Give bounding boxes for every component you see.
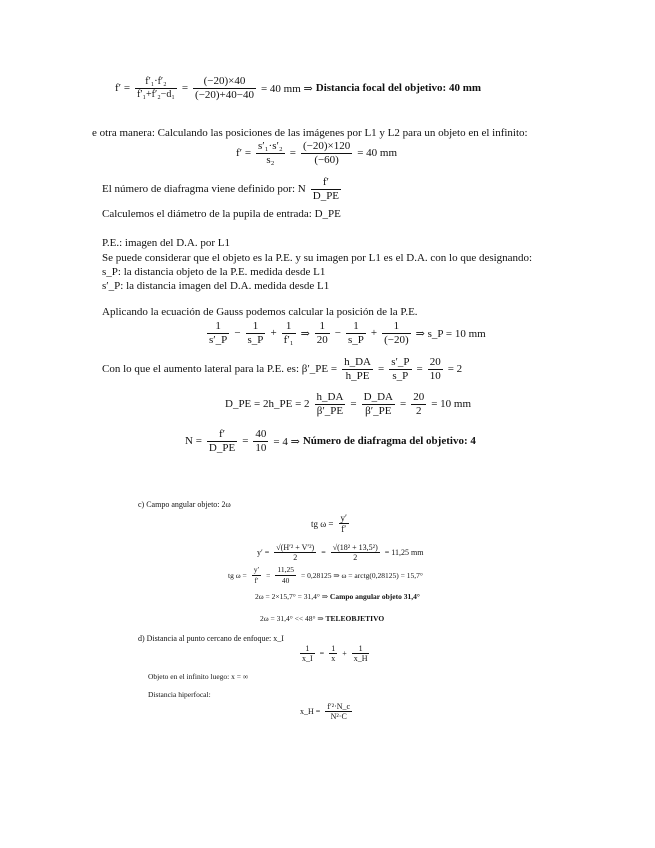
dpe-eq-sign-1: = (350, 398, 357, 411)
xh-den: N²·C (330, 712, 347, 722)
tgw-frac2 (275, 566, 296, 585)
sp-line: s_P: la distancia objeto de la P.E. medida desde L1 (102, 266, 326, 278)
focal2-frac1-num: s′₁·s′₂ (258, 140, 283, 152)
gauss-frac2 (246, 320, 266, 347)
np-d3: x_H (353, 654, 368, 664)
n-n2: 40 (255, 428, 267, 440)
focal2-frac2-num: (−20)×120 (302, 140, 351, 152)
fnumber-num: f′ (311, 176, 341, 190)
intro-line: e otra manera: Calculando las posiciones de las imágenes por L1 y L2 para un objeto en el infinito: (92, 127, 528, 139)
focal2-result: = 40 mm (357, 147, 398, 160)
tg-equation (311, 513, 351, 535)
n-n1: f′ (207, 428, 237, 442)
tgw-n2: 11,25 (277, 565, 294, 574)
focal2-frac2 (301, 140, 352, 167)
np-eq-sign: = (319, 649, 325, 659)
n-frac1 (207, 428, 237, 455)
dpe-frac3 (411, 391, 426, 418)
focal-frac1 (135, 76, 177, 101)
dpe-d2: β′_PE (365, 404, 392, 417)
dpe-eq-sign-2: = (399, 398, 407, 411)
near-point-equation (298, 644, 371, 664)
mag-n3: 20 (429, 356, 441, 368)
focal-lhs: f′ = (115, 82, 131, 95)
y-n1: √(H′² + V′²) (276, 543, 315, 552)
np-frac2 (329, 644, 337, 664)
mag-eq-sign-1: = (377, 363, 385, 376)
dpe-equation (225, 391, 471, 418)
gauss-f2: 1 (246, 320, 266, 334)
tele-text: 2ω = 31,4° << 48° ⇒ (260, 614, 324, 623)
mag-d3: 10 (429, 369, 441, 382)
mag-d1: h_PE (345, 369, 370, 382)
gauss-frac1 (207, 320, 229, 347)
dpe-n2: D_DA (363, 391, 393, 403)
gauss-f5: 1 (346, 320, 366, 334)
gauss-frac3 (282, 320, 296, 347)
y-lhs: y′ = (257, 548, 270, 558)
spp-line: s′_P: la distancia imagen del D.A. medida desde L1 (102, 280, 330, 292)
angular-field-heading: c) Campo angular objeto: 2ω (138, 500, 231, 509)
dpe-d1: β′_PE (316, 404, 344, 417)
focal-conclusion: Distancia focal del objetivo: 40 mm (315, 82, 482, 95)
n-eq-sign: = (242, 435, 249, 448)
gauss-d5: s_P (348, 333, 364, 346)
focal-equation (115, 75, 481, 102)
tg-frac (339, 513, 349, 535)
tg-lhs: tg ω = (311, 519, 334, 530)
gauss-equation (205, 320, 486, 347)
gauss-f4: 1 (315, 320, 330, 334)
magnification-equation (102, 356, 462, 383)
tgw-d1: f′ (254, 575, 259, 585)
y-frac2 (331, 543, 380, 563)
np-n2: 1 (331, 644, 336, 653)
gauss-frac5 (346, 320, 366, 347)
mag-text: Con lo que el aumento lateral para la P.E. es: β′_PE = (102, 363, 338, 376)
focal-frac2-den: (−20)+40−40 (195, 88, 254, 101)
gauss-d6: (−20) (384, 333, 409, 346)
dpe-d3: 2 (415, 404, 422, 417)
n-frac2 (253, 428, 268, 455)
mag-n2: s′_P (391, 356, 410, 368)
tgw-tail: = 0,28125 ⇒ ω = arctg(0,28125) = 15,7° (300, 570, 423, 580)
infinity-line: Objeto en el infinito luego: x = ∞ (148, 672, 249, 681)
n-d1: D_PE (208, 441, 236, 454)
fnumber-result (185, 428, 476, 455)
mag-n1: h_DA (344, 356, 371, 368)
teleobjetivo-line (260, 614, 384, 623)
tele-conclusion: TELEOBJETIVO (325, 614, 385, 623)
focal2-eq-sign: = (289, 147, 296, 160)
n-conclusion: Número de diafragma del objetivo: 4 (302, 435, 476, 448)
np-frac1 (300, 644, 315, 664)
tgw-frac1 (252, 566, 261, 585)
consider-line: Se puede considerar que el objeto es la P.E. y su imagen por L1 es el D.A. con lo que designando: (102, 252, 533, 264)
dpe-frac1 (315, 391, 346, 418)
pupil-line: Calculemos el diámetro de la pupila de entrada: D_PE (102, 208, 341, 220)
gauss-arrow1: ⇒ (300, 327, 310, 340)
tgw-eq-sign: = (266, 570, 271, 580)
gauss-f1: 1 (207, 320, 229, 334)
focal-frac1-den: f′₁+f′₂−d₁ (137, 88, 175, 100)
near-point-heading: d) Distancia al punto cercano de enfoque: x_I (138, 634, 284, 643)
tgw-n1: y′ (253, 565, 260, 574)
focal-result: = 40 mm ⇒ (260, 82, 313, 95)
image-height-equation (257, 543, 423, 563)
gauss-line: Aplicando la ecuación de Gauss podemos calcular la posición de la P.E. (102, 306, 418, 318)
np-d1: x_I (302, 654, 313, 664)
gauss-plus2: + (370, 327, 378, 340)
y-frac1 (274, 543, 316, 563)
np-n3: 1 (352, 644, 370, 654)
tgw-lhs: tg ω = (228, 570, 247, 580)
np-plus: + (342, 649, 347, 659)
n-d2: 10 (255, 441, 267, 454)
mag-d2: s_P (392, 369, 409, 382)
gauss-frac6 (382, 320, 411, 347)
n-lhs: N = (185, 435, 202, 448)
xh-frac (325, 702, 352, 722)
np-d2: x (331, 654, 336, 664)
dpe-frac2 (362, 391, 395, 418)
two-w-text: 2ω = 2×15,7° = 31,4° ⇒ (255, 592, 329, 601)
fnumber-text: El número de diafragma viene definido por: N (102, 183, 306, 196)
mag-frac3 (428, 356, 443, 383)
y-d1: 2 (293, 553, 298, 563)
mag-frac2 (389, 356, 411, 383)
gauss-f3: 1 (282, 320, 296, 334)
gauss-d2: s_P (247, 333, 264, 346)
tgw-d2: 40 (281, 575, 290, 585)
mag-eq-sign-2: = (416, 363, 423, 376)
xh-lhs: x_H = (300, 707, 321, 717)
hyperfocal-label: Distancia hiperfocal: (148, 690, 211, 699)
focal2-frac1-den: s₂ (266, 153, 275, 166)
y-n2: √(18² + 13,5²) (332, 543, 378, 552)
fnumber-frac (311, 176, 341, 203)
gauss-minus1: − (234, 327, 241, 340)
two-w-conclusion: Campo angular objeto 31,4° (329, 592, 420, 601)
focal2-lhs: f′ = (236, 147, 252, 160)
y-d2: 2 (353, 553, 358, 563)
gauss-frac4 (315, 320, 330, 347)
focal-frac2 (193, 75, 256, 102)
mag-tail: = 2 (447, 363, 463, 376)
gauss-d3: f′₁ (283, 333, 294, 346)
dpe-n3: 20 (413, 391, 425, 403)
y-tail: = 11,25 mm (384, 548, 424, 558)
gauss-d1: s′_P (209, 333, 228, 346)
dpe-n1: h_DA (316, 391, 344, 403)
xh-num: f′²·N_c (327, 702, 351, 711)
gauss-tail: ⇒ s_P = 10 mm (415, 327, 486, 340)
focal-eq-sign: = (181, 82, 189, 95)
focal-frac1-num: f′₁·f′₂ (135, 76, 177, 89)
gauss-f6: 1 (382, 320, 411, 334)
fnumber-definition (102, 176, 343, 203)
np-frac3 (352, 644, 370, 664)
pe-line: P.E.: imagen del D.A. por L1 (102, 237, 231, 249)
hyperfocal-equation (300, 702, 354, 722)
tg-num: y′ (340, 513, 347, 523)
focal2-frac1 (256, 140, 285, 167)
focal-equation-2 (236, 140, 397, 167)
np-n1: 1 (300, 644, 315, 654)
n-tail: = 4 ⇒ (273, 435, 300, 448)
tg-omega-equation (228, 566, 423, 585)
gauss-minus2: − (334, 327, 341, 340)
gauss-plus1: + (270, 327, 277, 340)
focal2-frac2-den: (−60) (314, 153, 339, 166)
two-omega-line (255, 592, 420, 601)
fnumber-den: D_PE (312, 189, 340, 202)
focal-frac2-num: (−20)×40 (193, 75, 256, 89)
y-eq-sign: = (321, 548, 326, 558)
dpe-tail: = 10 mm (431, 398, 472, 411)
gauss-d4: 20 (316, 333, 328, 346)
tg-den: f′ (341, 524, 347, 535)
dpe-lhs: D_PE = 2h_PE = 2 (225, 398, 310, 411)
mag-frac1 (342, 356, 373, 383)
